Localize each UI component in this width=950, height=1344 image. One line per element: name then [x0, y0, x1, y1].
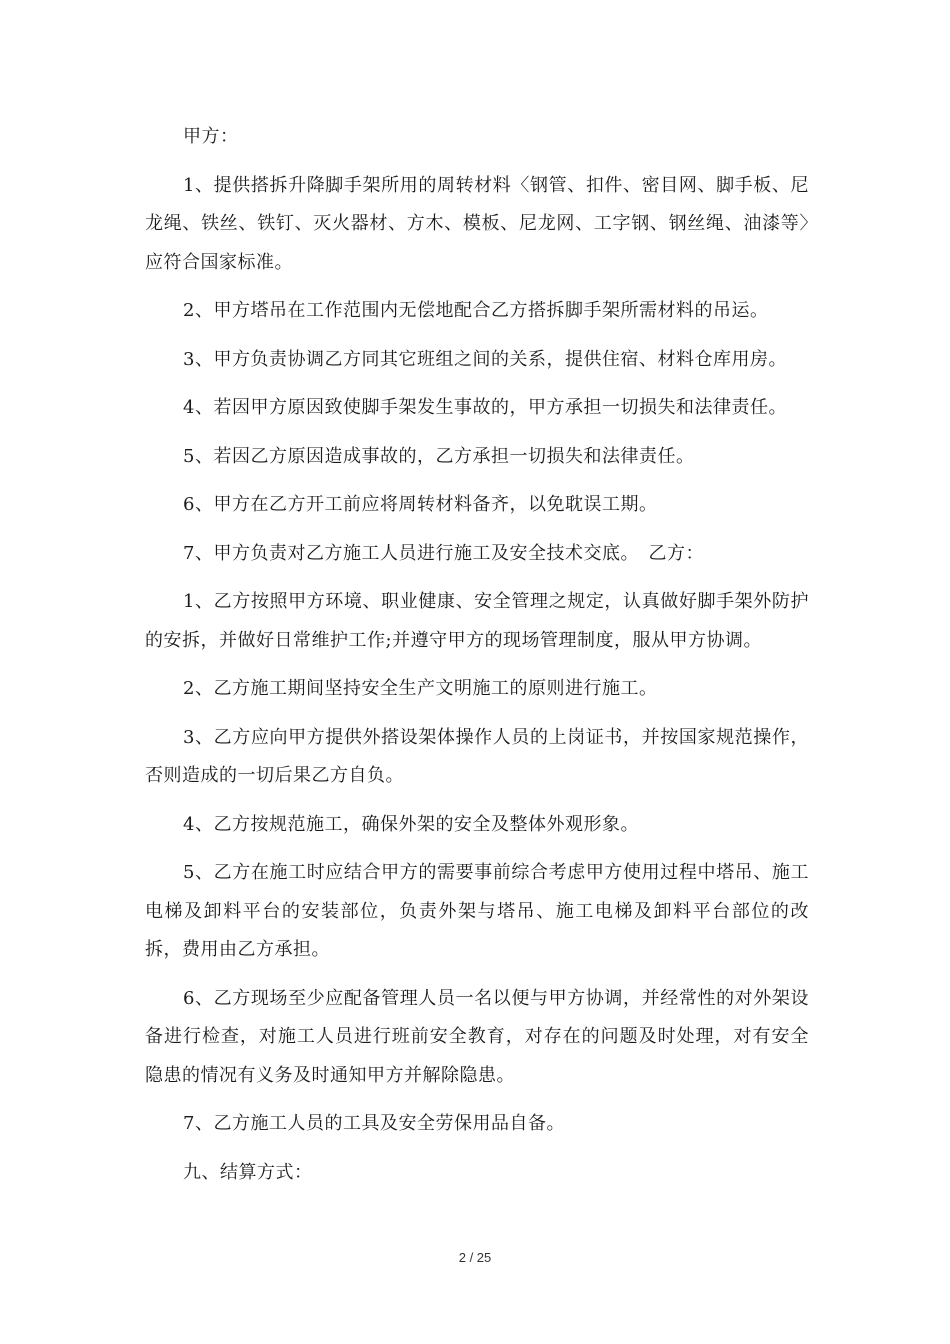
- paragraph-party-a-heading: 甲方：: [183, 126, 239, 147]
- paragraph-party-b-item-2: 2、乙方施工期间坚持安全生产文明施工的原则进行施工。: [183, 678, 658, 699]
- paragraph-party-b-item-5: 5、乙方在施工时应结合甲方的需要事前综合考虑甲方使用过程中塔吊、施工电梯及卸料平台的安装部位，负责外架与塔吊、施工电梯及卸料平台部位的改拆，费用由乙方承担。: [145, 862, 809, 960]
- paragraph-party-a-item-7: 7、甲方负责对乙方施工人员进行施工及安全技术交底。 乙方：: [183, 542, 704, 564]
- paragraph-party-a-item-5: 5、若因乙方原因造成事故的，乙方承担一切损失和法律责任。: [183, 445, 695, 467]
- paragraph-party-b-item-7: 7、乙方施工人员的工具及安全劳保用品自备。: [183, 1113, 565, 1134]
- paragraph-party-b-item-3: 3、乙方应向甲方提供外搭设架体操作人员的上岗证书，并按国家规范操作，否则造成的一切后果乙方自负。: [145, 726, 809, 786]
- section-heading-settlement: 九、结算方式：: [183, 1161, 313, 1183]
- document-body: [145, 118, 809, 1202]
- paragraph-party-b-item-4: 4、乙方按规范施工，确保外架的安全及整体外观形象。: [183, 813, 639, 835]
- paragraph-party-a-item-3: 3、甲方负责协调乙方同其它班组之间的关系，提供住宿、材料仓库用房。: [183, 348, 787, 370]
- paragraph-party-b-item-1: 1、乙方按照甲方环境、职业健康、安全管理之规定，认真做好脚手架外防护的安拆，并做好日常维护工作;并遵守甲方的现场管理制度，服从甲方协调。: [145, 591, 809, 651]
- paragraph-party-a-item-4: 4、若因甲方原因致使脚手架发生事故的，甲方承担一切损失和法律责任。: [183, 397, 787, 418]
- paragraph-party-b-item-6: 6、乙方现场至少应配备管理人员一名以便与甲方协调，并经常性的对外架设备进行检查，对施工人员进行班前安全教育，对存在的问题及时处理，对有安全隐患的情况有义务及时通知甲方并解除隐患。: [145, 987, 809, 1086]
- paragraph-party-a-item-2: 2、甲方塔吊在工作范围内无偿地配合乙方搭拆脚手架所需材料的吊运。: [183, 300, 769, 321]
- paragraph-party-a-item-6: 6、甲方在乙方开工前应将周转材料备齐，以免耽误工期。: [183, 494, 658, 515]
- page-number: 2 / 25: [458, 1250, 492, 1265]
- paragraph-party-a-item-1: 1、提供搭拆升降脚手架所用的周转材料〈钢管、扣件、密目网、脚手板、尼龙绳、铁丝、铁钉、灭火器材、方木、模板、尼龙网、工字钢、钢丝绳、油漆等〉应符合国家标准。: [145, 174, 809, 273]
